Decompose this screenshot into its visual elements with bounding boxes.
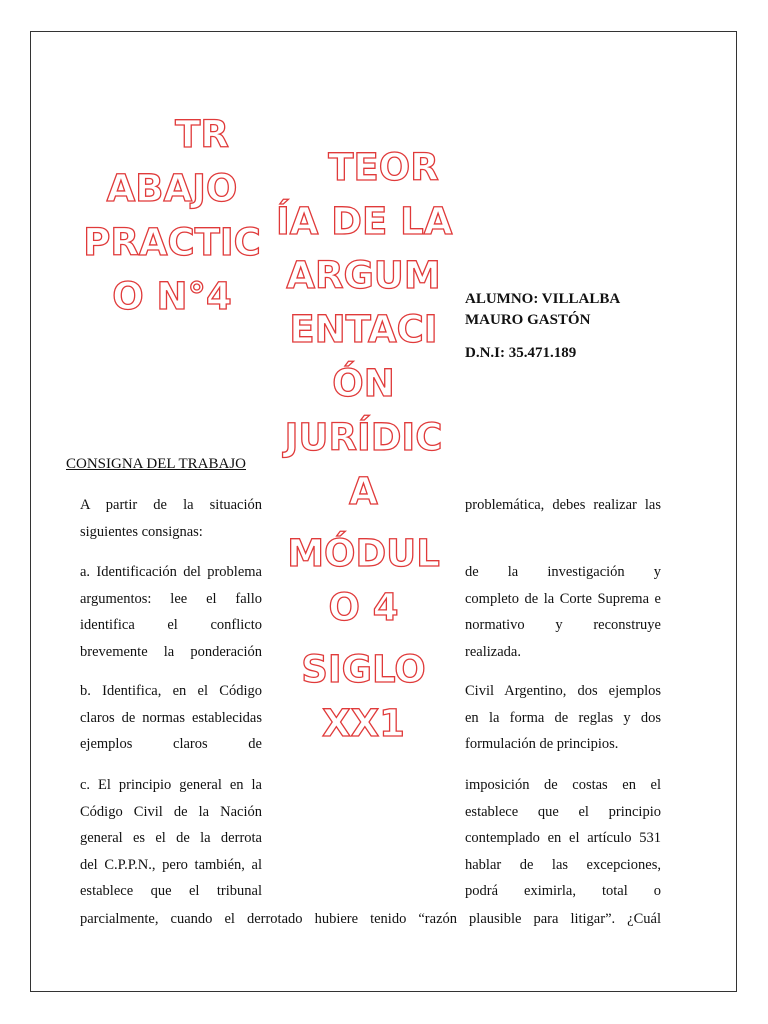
intro-right xyxy=(465,492,661,519)
wordart-line: ÓN xyxy=(332,362,395,405)
student-name xyxy=(465,289,620,331)
wordart-line: ARGUM xyxy=(286,254,441,297)
text-line: siguientes consignas: xyxy=(80,523,203,540)
text-line: a. Identificación del problema xyxy=(80,564,262,580)
wordart-title-trabajo-practico xyxy=(82,108,262,324)
wordart-line: PRACTIC xyxy=(83,221,261,264)
wordart-line: ÍA DE LA xyxy=(276,200,453,243)
text-line: completo de la Corte Suprema e xyxy=(465,590,661,607)
text-line: c. El principio general en la xyxy=(80,777,262,793)
text-line: hablar de las excepciones, xyxy=(465,856,661,873)
item-c-left xyxy=(80,772,262,905)
text-line: identifica el conflicto xyxy=(80,617,262,634)
wordart-line: JURÍDIC xyxy=(284,416,443,459)
text-line: establece que el principio xyxy=(465,803,661,820)
text-line: claros de normas establecidas xyxy=(80,709,262,726)
wordart-line: O N°4 xyxy=(112,275,232,318)
wordart-line: A xyxy=(349,470,378,513)
item-b-left xyxy=(80,678,262,758)
text-line: b. Identifica, en el Código xyxy=(80,683,262,699)
item-a-right xyxy=(465,559,661,665)
text-line: Civil Argentino, dos ejemplos xyxy=(465,683,661,699)
student-dni: D.N.I: 35.471.189 xyxy=(465,345,577,361)
text-line: general es el de la derrota xyxy=(80,830,262,847)
text-line: Código Civil de la Nación xyxy=(80,803,262,820)
text-line: brevemente la ponderación xyxy=(80,643,262,660)
wordart-line: XX1 xyxy=(322,702,405,745)
text-line: normativo y reconstruye xyxy=(465,617,661,634)
item-c-right xyxy=(465,772,661,905)
text-line: podrá eximirla, total o xyxy=(465,883,661,900)
text-line: problemática, debes realizar las xyxy=(465,497,661,513)
section-heading: CONSIGNA DEL TRABAJO xyxy=(66,456,247,472)
wordart-line: MÓDUL xyxy=(287,532,440,575)
wordart-line: O 4 xyxy=(328,586,399,629)
text-line: formulación de principios. xyxy=(465,736,619,753)
intro-left xyxy=(80,492,262,545)
text-line: establece que el tribunal xyxy=(80,883,262,900)
student-name-line1: ALUMNO: VILLALBA xyxy=(465,291,621,307)
text-line: de la investigación y xyxy=(465,564,661,580)
text-line: realizada. xyxy=(465,643,521,660)
wordart-title-teoria xyxy=(276,141,451,751)
text-line: argumentos: lee el fallo xyxy=(80,590,262,607)
wordart-line: SIGLO xyxy=(301,648,426,691)
student-name-line2: MAURO GASTÓN xyxy=(465,312,591,328)
item-b-right xyxy=(465,678,661,758)
wordart-line: TR xyxy=(175,113,229,156)
text-line: del C.P.P.N., pero también, al xyxy=(80,856,262,873)
text-line: contemplado en el artículo 531 xyxy=(465,830,661,847)
item-a-left xyxy=(80,559,262,665)
wordart-line: ENTACI xyxy=(289,308,438,351)
text-line: en la forma de reglas y dos xyxy=(465,709,661,726)
text-line: A partir de la situación xyxy=(80,497,262,513)
wordart-line: TEOR xyxy=(328,146,439,189)
wordart-line: ABAJO xyxy=(106,167,238,210)
text-line: imposición de costas en el xyxy=(465,777,661,793)
text-line: ejemplos claros de xyxy=(80,736,262,753)
full-width-text-line: parcialmente, cuando el derrotado hubiere tenido “razón plausible para litigar”. ¿Cuál xyxy=(80,911,661,927)
